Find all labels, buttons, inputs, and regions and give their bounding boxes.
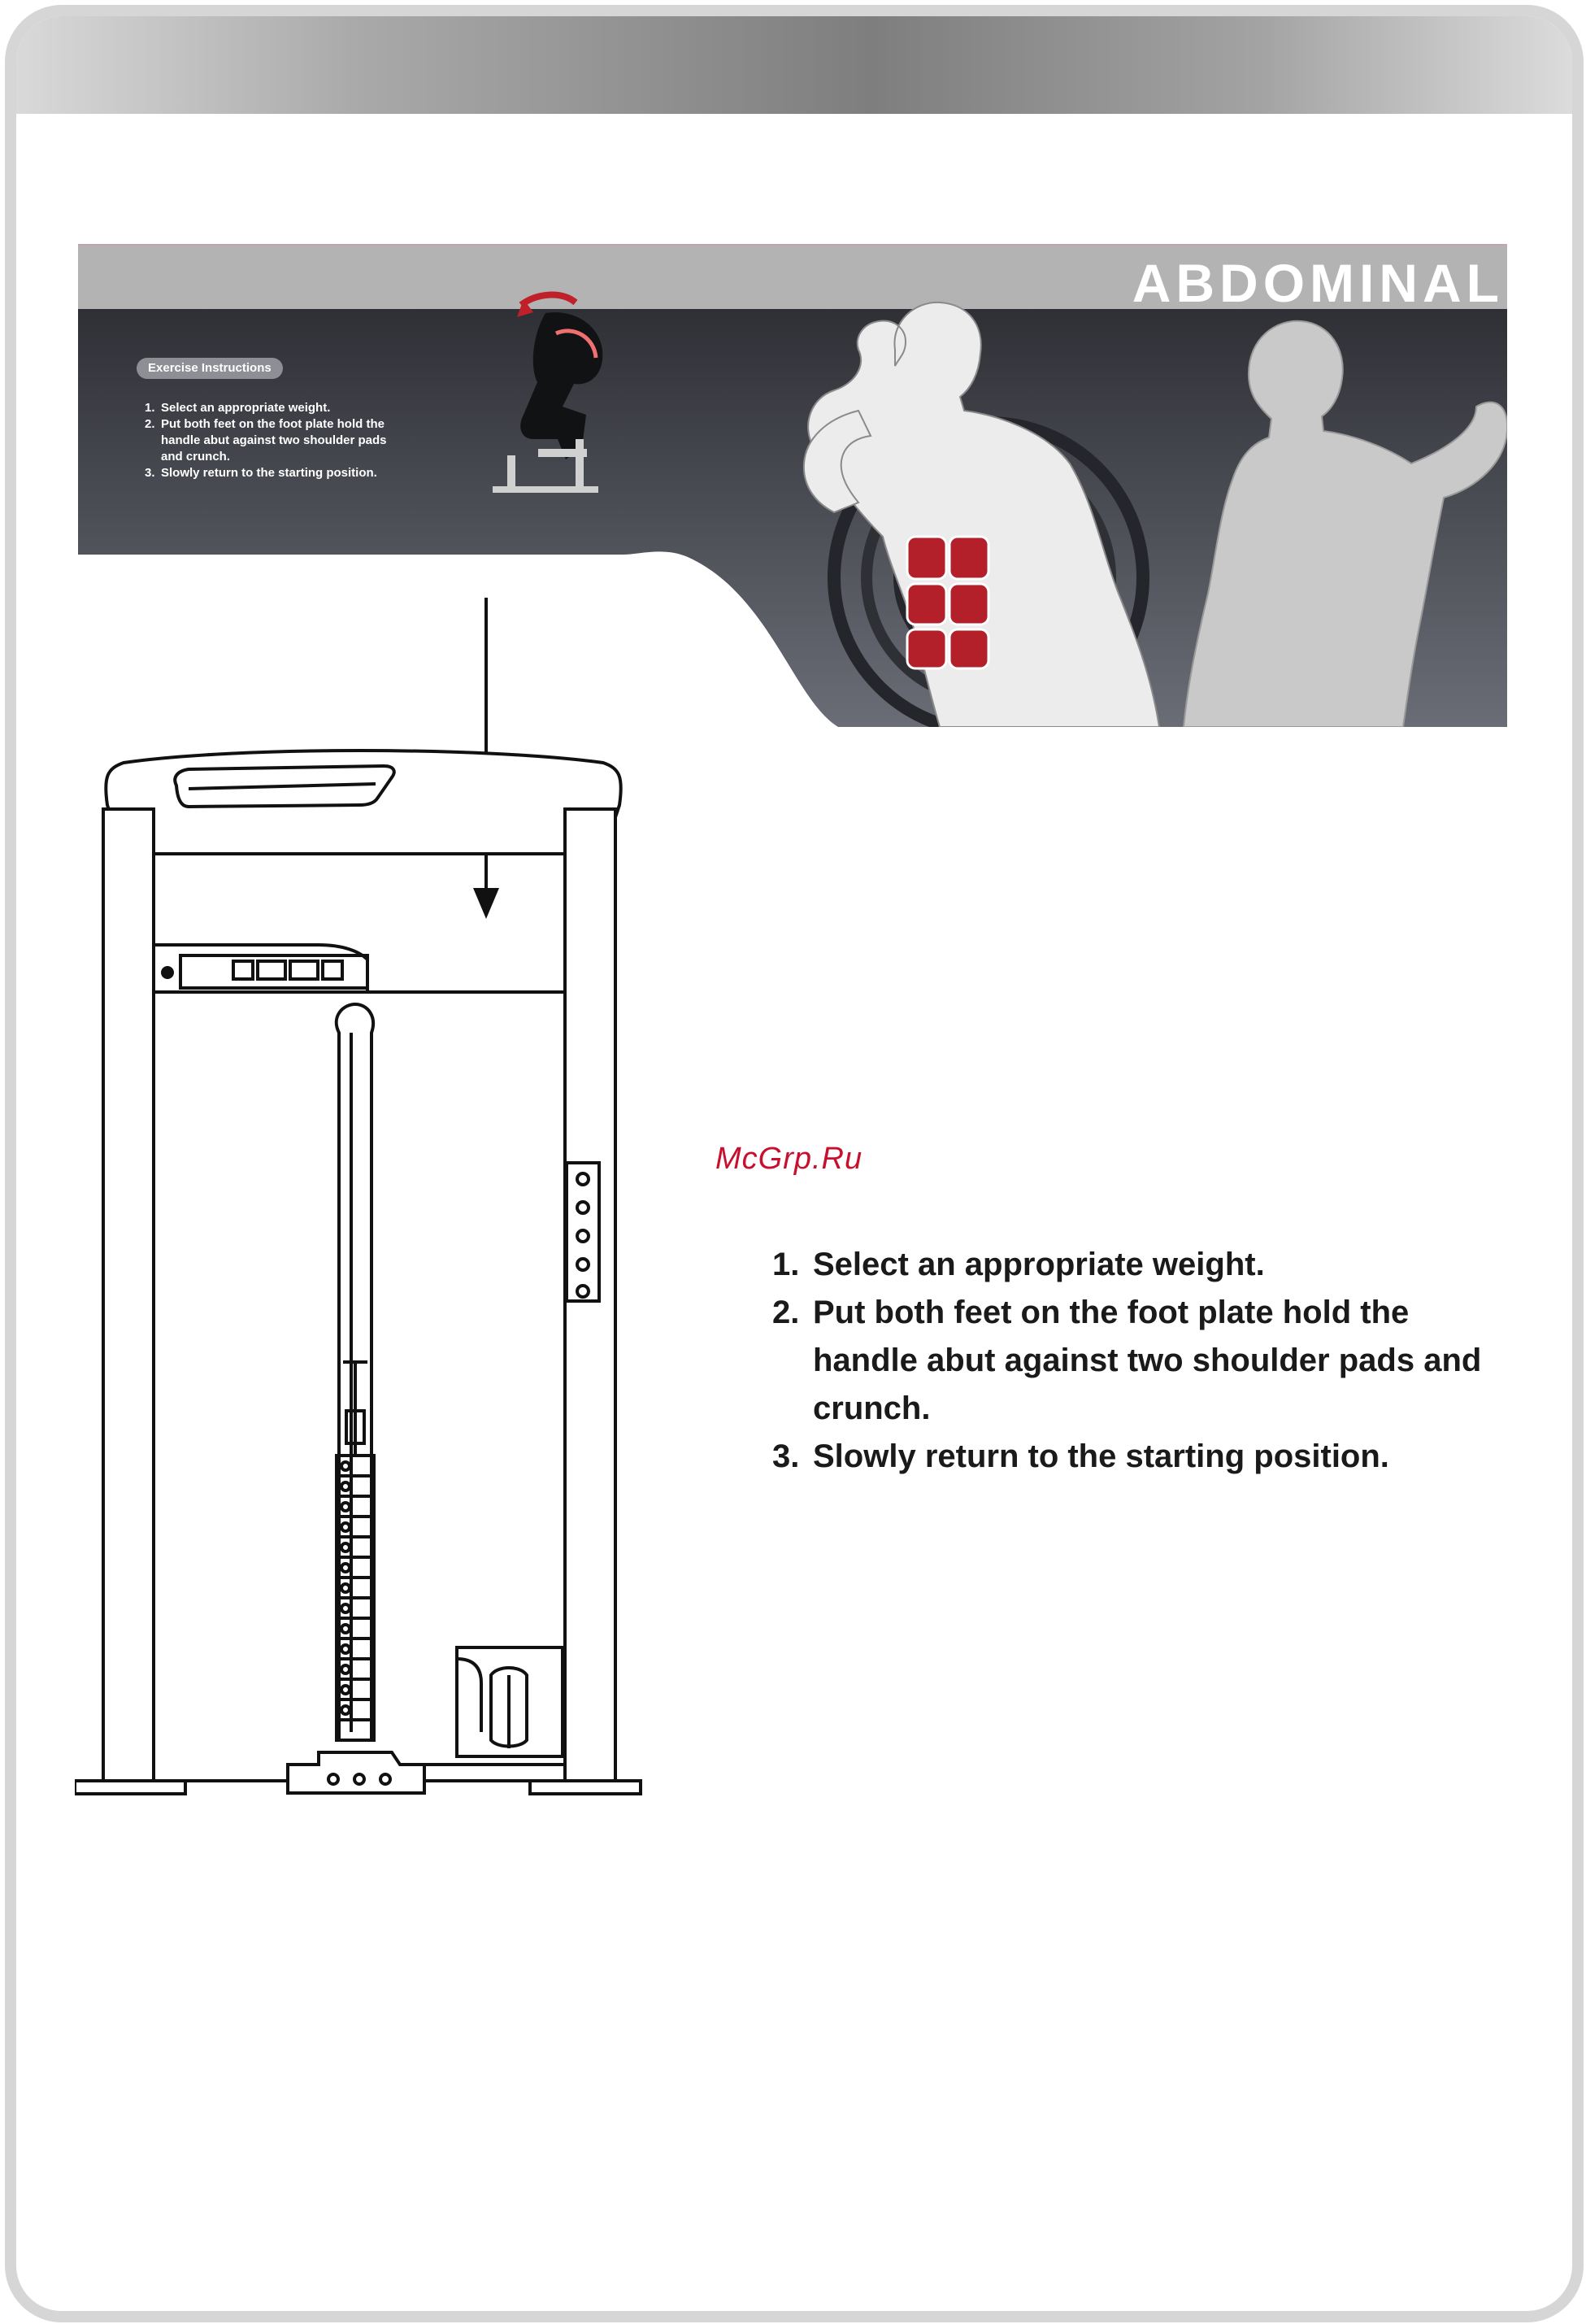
step-text: Slowly return to the starting position.: [813, 1438, 1389, 1474]
step-text: Select an appropriate weight.: [813, 1247, 1265, 1282]
placard-step: 2. Put both feet on the foot plate hold the handle abut against two shoulder pads and crunch.: [145, 417, 387, 463]
watermark: McGrp.Ru: [715, 1142, 863, 1176]
step-number: 1.: [772, 1247, 800, 1282]
instruction-step: [772, 1289, 1488, 1433]
placard-title: ABDOMINAL: [1132, 253, 1504, 313]
header-gradient-bar: [16, 16, 1572, 114]
machine-diagram: [75, 594, 652, 1830]
step-text: Put both feet on the foot plate hold the handle abut against two shoulder pads and crunch.: [813, 1295, 1482, 1426]
placard-step: 1. Select an appropriate weight.: [145, 401, 331, 415]
step-number: 2.: [772, 1295, 800, 1330]
machine-line-art: [75, 594, 652, 1830]
placard-instructions-list: [145, 400, 389, 481]
placard-step: 3. Slowly return to the starting position.: [145, 466, 377, 480]
instructions-list: [772, 1241, 1488, 1481]
instruction-step: [772, 1433, 1488, 1481]
exercise-instructions-badge: Exercise Instructions: [137, 358, 283, 379]
instruction-step: [772, 1241, 1488, 1289]
pointer-arrow: [473, 888, 499, 919]
step-number: 3.: [772, 1438, 800, 1474]
